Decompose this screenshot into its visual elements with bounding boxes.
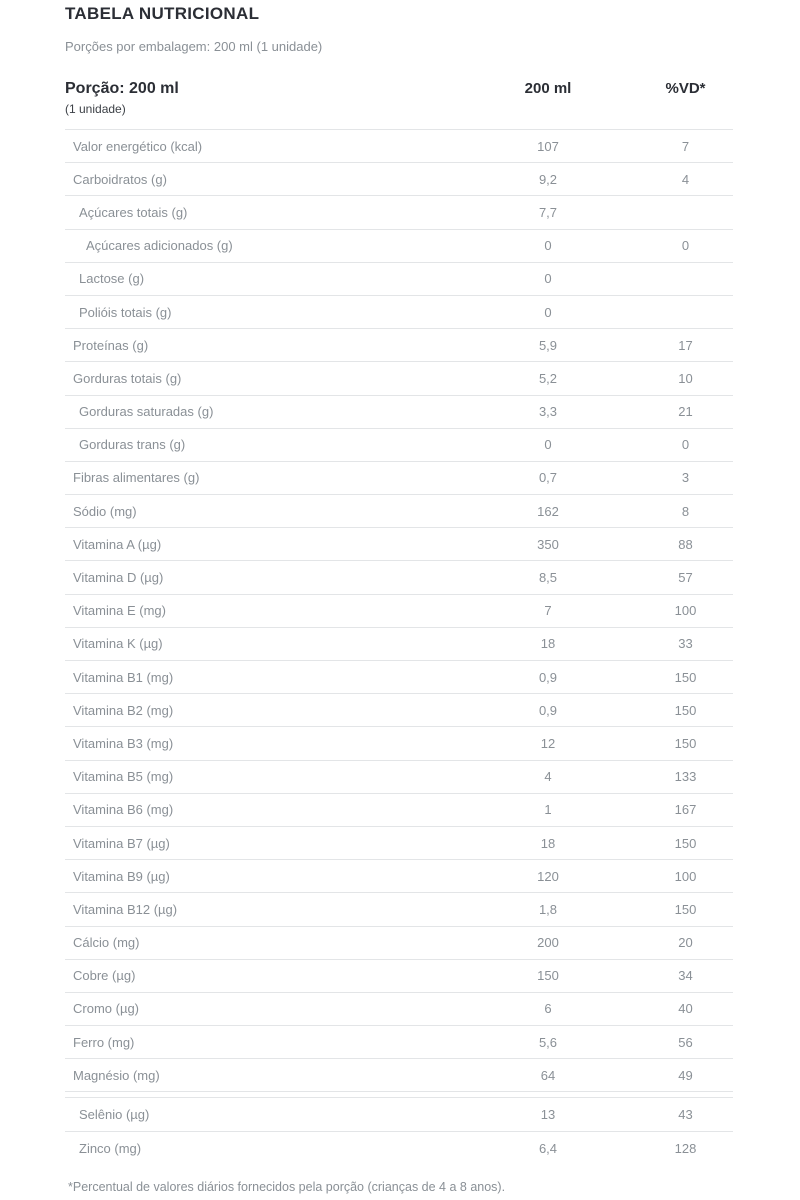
row-daily-value: 21 (678, 404, 693, 420)
row-daily-value: 17 (678, 337, 693, 353)
row-amount: 13 (540, 1107, 556, 1123)
row-daily-value: 88 (678, 536, 693, 552)
row-label: Valor energético (kcal) (73, 138, 203, 154)
row-daily-value: 57 (678, 570, 693, 586)
row-amount: 18 (540, 636, 556, 652)
row-label: Açúcares totais (g) (79, 204, 188, 220)
row-daily-value: 8 (681, 503, 690, 519)
row-daily-value: 56 (678, 1034, 693, 1050)
row-amount: 6 (544, 1001, 552, 1017)
row-daily-value: 150 (674, 702, 697, 718)
table-row (65, 396, 733, 429)
row-label: Vitamina D (µg) (73, 570, 164, 586)
row-amount: 0 (544, 304, 552, 320)
table-row (65, 196, 733, 229)
row-amount: 6,4 (538, 1140, 558, 1156)
row-label: Vitamina B5 (mg) (73, 769, 174, 785)
portion-label: Porção: 200 ml (65, 80, 179, 97)
row-label: Lactose (g) (79, 271, 145, 287)
row-daily-value: 133 (674, 769, 697, 785)
row-label: Gorduras saturadas (g) (79, 404, 214, 420)
row-daily-value: 4 (681, 171, 690, 187)
row-daily-value: 20 (678, 935, 693, 951)
row-label: Vitamina B6 (mg) (73, 802, 174, 818)
daily-value-footnote: *Percentual de valores diários fornecidos pela porção (crianças de 4 a 8 anos). (68, 1179, 506, 1194)
row-label: Vitamina B9 (µg) (73, 868, 170, 884)
row-amount: 150 (537, 968, 559, 984)
row-amount: 200 (537, 935, 559, 951)
row-amount: 9,2 (538, 171, 558, 187)
table-row (65, 927, 733, 960)
table-row (65, 860, 733, 893)
row-label: Açúcares adicionados (g) (86, 238, 233, 254)
row-daily-value: 150 (674, 669, 697, 685)
table-row (65, 263, 733, 296)
table-row (65, 561, 733, 594)
row-amount: 1,8 (538, 901, 558, 917)
table-row (65, 1026, 733, 1059)
row-daily-value: 34 (678, 968, 693, 984)
portion-sub-label: (1 unidade) (65, 102, 126, 116)
table-row (65, 595, 733, 628)
table-row (65, 1132, 733, 1165)
row-label: Vitamina B3 (mg) (73, 735, 174, 751)
table-header-row (65, 80, 733, 116)
row-daily-value: 128 (674, 1140, 697, 1156)
table-row (65, 296, 733, 329)
row-label: Polióis totais (g) (79, 304, 172, 320)
row-daily-value: 7 (681, 138, 690, 154)
row-amount: 107 (537, 138, 559, 154)
row-label: Vitamina B12 (µg) (73, 901, 178, 917)
table-row (65, 960, 733, 993)
row-amount: 120 (537, 868, 559, 884)
table-row (65, 130, 733, 163)
row-amount: 0 (544, 238, 552, 254)
portion-header-cell (65, 80, 458, 116)
row-daily-value: 33 (678, 636, 693, 652)
column-header-amount: 200 ml (524, 80, 572, 97)
row-amount: 3,3 (538, 404, 558, 420)
table-row (65, 163, 733, 196)
table-row (65, 1059, 733, 1092)
row-daily-value: 0 (681, 238, 690, 254)
table-row (65, 362, 733, 395)
row-amount: 4 (544, 769, 552, 785)
row-label: Zinco (mg) (79, 1140, 142, 1156)
row-daily-value: 150 (674, 835, 697, 851)
row-daily-value: 3 (681, 470, 690, 486)
row-daily-value: 100 (674, 868, 697, 884)
table-row (65, 329, 733, 362)
row-label: Carboidratos (g) (73, 171, 167, 187)
table-row (65, 827, 733, 860)
row-daily-value: 49 (678, 1067, 693, 1083)
row-label: Selênio (µg) (79, 1107, 150, 1123)
table-row (65, 794, 733, 827)
row-daily-value: 40 (678, 1001, 693, 1017)
row-label: Vitamina K (µg) (73, 636, 163, 652)
row-label: Sódio (mg) (73, 503, 137, 519)
table-row (65, 993, 733, 1026)
row-amount: 350 (537, 536, 559, 552)
row-label: Vitamina B1 (mg) (73, 669, 174, 685)
row-amount: 5,6 (538, 1034, 558, 1050)
table-row (65, 495, 733, 528)
table-row (65, 727, 733, 760)
row-amount: 0,9 (538, 702, 558, 718)
table-row (65, 1098, 733, 1131)
row-label: Cromo (µg) (73, 1001, 139, 1017)
row-label: Vitamina A (µg) (73, 536, 162, 552)
row-label: Ferro (mg) (73, 1034, 135, 1050)
servings-per-package-line: Porções por embalagem: 200 ml (1 unidade) (65, 39, 323, 54)
row-daily-value: 43 (678, 1107, 693, 1123)
row-label: Gorduras trans (g) (79, 437, 186, 453)
table-row (65, 528, 733, 561)
row-label: Gorduras totais (g) (73, 370, 182, 386)
table-row (65, 694, 733, 727)
row-label: Cobre (µg) (73, 968, 136, 984)
table-row (65, 661, 733, 694)
table-row (65, 628, 733, 661)
row-daily-value: 167 (674, 802, 697, 818)
row-label: Vitamina E (mg) (73, 603, 166, 619)
row-label: Fibras alimentares (g) (73, 470, 200, 486)
row-amount: 1 (544, 802, 552, 818)
nutrition-rows-main (65, 129, 733, 1092)
row-amount: 0,7 (538, 470, 558, 486)
row-amount: 162 (537, 503, 559, 519)
row-daily-value: 150 (674, 735, 697, 751)
row-amount: 5,9 (538, 337, 558, 353)
row-daily-value: 0 (681, 437, 690, 453)
row-amount: 0,9 (538, 669, 558, 685)
row-amount: 12 (540, 735, 556, 751)
table-row (65, 230, 733, 263)
row-amount: 0 (544, 437, 552, 453)
table-row (65, 761, 733, 794)
row-label: Magnésio (mg) (73, 1067, 160, 1083)
column-header-daily-value: %VD* (665, 80, 706, 97)
row-daily-value: 10 (678, 370, 693, 386)
table-row (65, 429, 733, 462)
row-daily-value: 100 (674, 603, 697, 619)
row-amount: 7,7 (538, 204, 558, 220)
page-title: TABELA NUTRICIONAL (65, 4, 260, 23)
table-row (65, 462, 733, 495)
row-amount: 18 (540, 835, 556, 851)
row-daily-value: 150 (674, 901, 697, 917)
table-row (65, 893, 733, 926)
row-label: Cálcio (mg) (73, 935, 140, 951)
row-amount: 7 (544, 603, 552, 619)
row-amount: 8,5 (538, 570, 558, 586)
row-label: Vitamina B7 (µg) (73, 835, 170, 851)
row-label: Proteínas (g) (73, 337, 149, 353)
row-amount: 0 (544, 271, 552, 287)
row-label: Vitamina B2 (mg) (73, 702, 174, 718)
nutrition-rows-secondary (65, 1097, 733, 1164)
row-amount: 64 (540, 1067, 556, 1083)
row-amount: 5,2 (538, 370, 558, 386)
